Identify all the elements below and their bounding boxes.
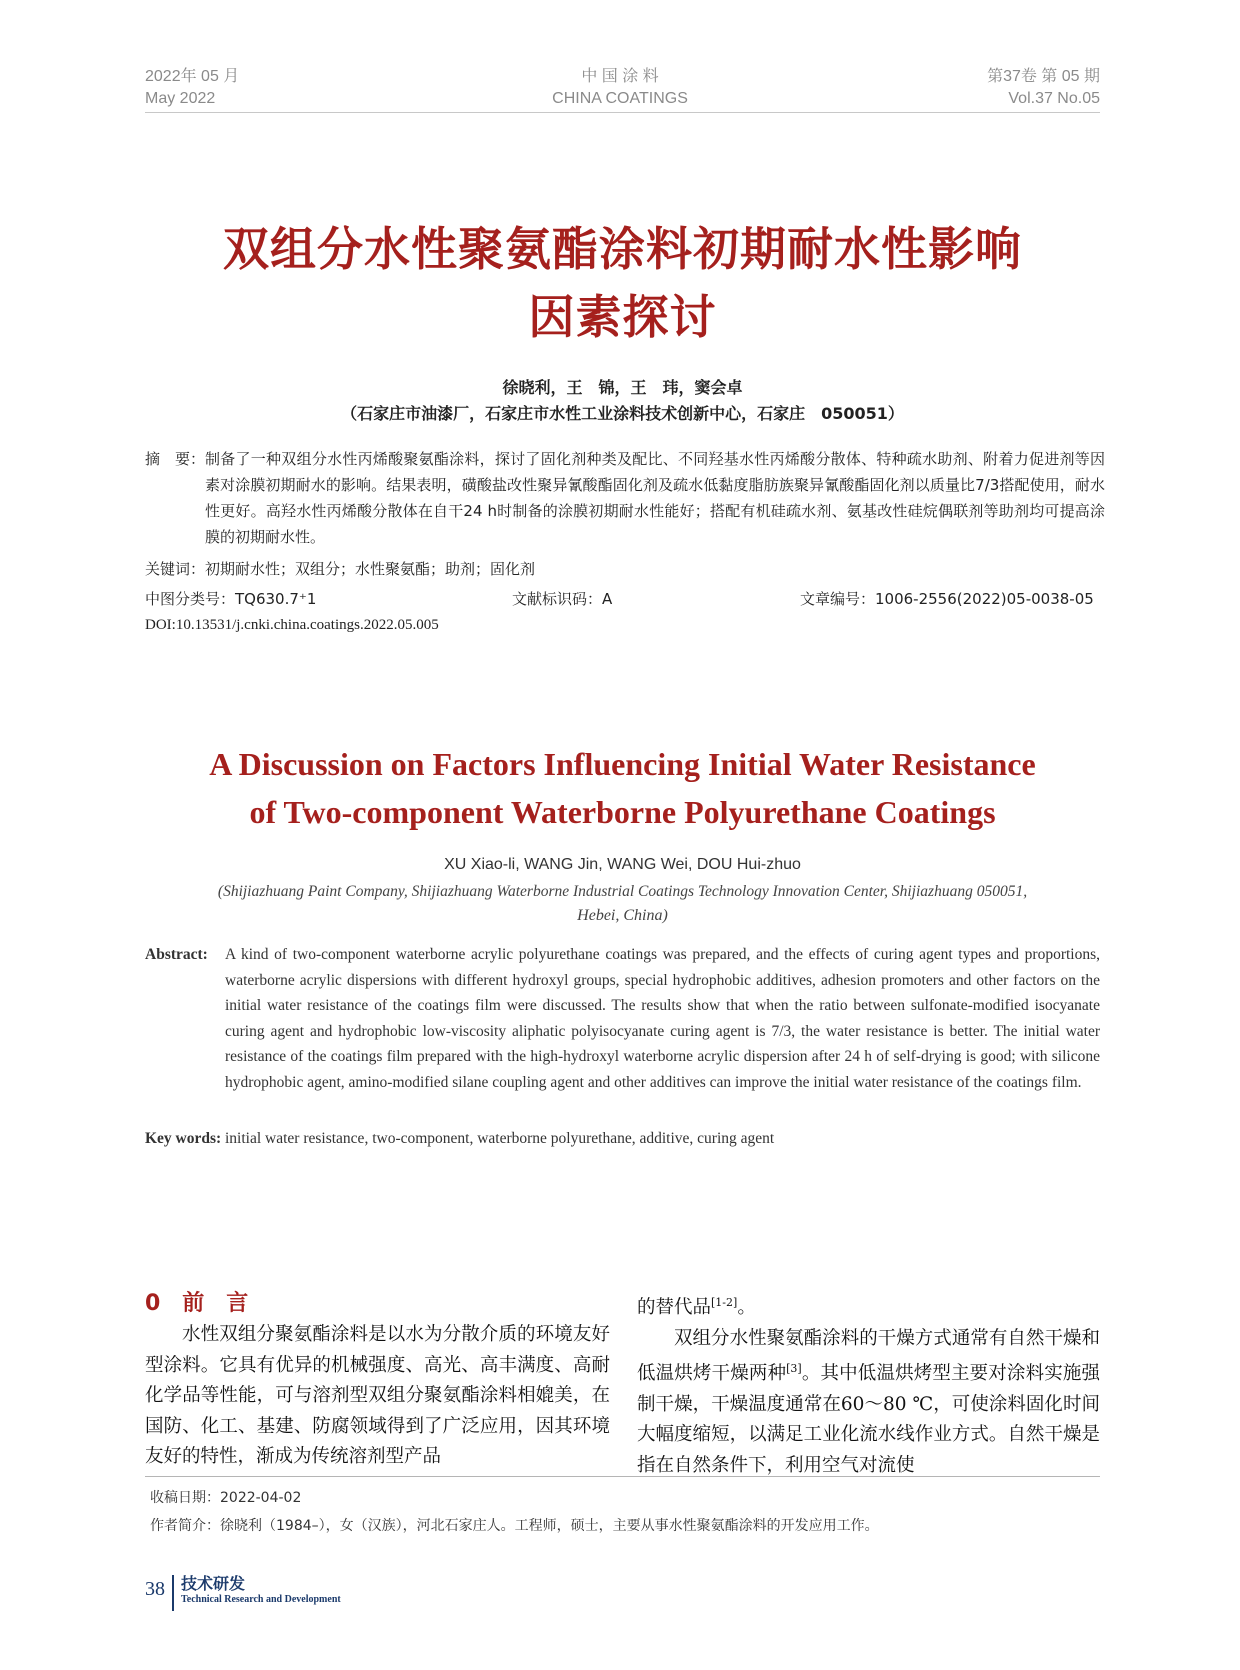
section-right-column xyxy=(637,1288,1100,1481)
citation-3: [3] xyxy=(786,1362,802,1376)
affiliation-en-line1: (Shijiazhuang Paint Company, Shijiazhuang Waterborne Industrial Coatings Technology Innovation Center, Shijiazhuang 050051, xyxy=(217,883,1028,900)
right-para1-end: 。 xyxy=(737,1297,756,1319)
abstract-cn-label: 摘 要： xyxy=(145,450,206,468)
section-right-para2 xyxy=(637,1324,1100,1482)
abstract-en xyxy=(145,942,1100,1096)
footnote-rule xyxy=(145,1476,1100,1477)
abstract-cn xyxy=(145,446,1105,550)
right-para2-text-a: 双组分水性聚氨酯涂料的干燥方式通常有自然干燥和低温烘烤干燥两种 xyxy=(637,1327,1100,1385)
affiliation-cn: （石家庄市油漆厂，石家庄市水性工业涂料技术创新中心，石家庄 050051） xyxy=(341,404,904,423)
section-left-paragraph: 水性双组分聚氨酯涂料是以水为分散介质的环境友好型涂料。它具有优异的机械强度、高光、高丰满度、高耐化学品等性能，可与溶剂型双组分聚氨酯涂料相媲美，在国防、化工、基建、防腐领域得到了广泛应用，因其环境友好的特性，渐成为传统溶剂型产品 xyxy=(145,1324,610,1467)
header-journal xyxy=(470,66,770,110)
right-para1-text: 的替代品 xyxy=(637,1297,712,1319)
section-heading: 0 前 言 xyxy=(145,1291,249,1316)
title-cn-line1: 双组分水性聚氨酯涂料初期耐水性影响 xyxy=(223,222,1022,276)
header-journal-en: CHINA COATINGS xyxy=(552,90,688,107)
header-volume-en: Vol.37 No.05 xyxy=(1008,90,1100,107)
doi: DOI:10.13531/j.cnki.china.coatings.2022.05.005 xyxy=(145,617,439,633)
received-date: 收稿日期：2022-04-02 xyxy=(150,1490,302,1506)
title-cn-line2: 因素探讨 xyxy=(528,290,717,344)
title-cn xyxy=(145,215,1100,351)
header-volume-cn: 第37卷 第 05 期 xyxy=(987,68,1100,85)
affiliation-en-line2: Hebei, China) xyxy=(577,907,668,924)
keywords-en-text: initial water resistance, two-component, waterborne polyurethane, additive, curing agent xyxy=(225,1130,775,1147)
header-date-cn: 2022年 05 月 xyxy=(145,68,240,85)
abstract-en-text: A kind of two-component waterborne acrylic polyurethane coatings was prepared, and the effects of curing agent types and proportions, waterborne acrylic dispersions with different hydroxyl groups, special hydrophobic additives, adhesion promoters and other factors on the initial water resistance of the coatings film were discussed. The results show that when the ratio between sulfonate-modified isocyanate curing agent and hydrophobic low-viscosity aliphatic polyisocyanate curing agent is 7/3, the water resistance is better. The initial water resistance of the coatings film prepared with the high-hydroxyl waterborne acrylic dispersion after 24 h of self-drying is good; with silicone hydrophobic agent, amino-modified silane coupling agent and other additives can improve the initial water resistance of the coatings film. xyxy=(225,946,1100,1091)
article-number: 文章编号：1006-2556(2022)05-0038-05 xyxy=(800,590,1094,608)
right-para2-text-b: 。其中低温烘烤型主要对涂料实施强制干燥，干燥温度通常在60～80 ℃，可使涂料固化时间大幅度缩短，以满足工业化流水线作业方式。自然干燥是指在自然条件下，利用空气对流使 xyxy=(637,1363,1100,1476)
footer-bar xyxy=(172,1575,174,1611)
authors-en: XU Xiao-li, WANG Jin, WANG Wei, DOU Hui-zhuo xyxy=(444,856,801,873)
header-journal-cn: 中 国 涂 料 xyxy=(581,68,659,85)
footer-section-en: Technical Research and Development xyxy=(181,1594,341,1605)
header-volume xyxy=(987,66,1100,110)
citation-1-2: [1-2] xyxy=(711,1296,738,1309)
author-bio: 作者简介：徐晓利（1984–），女（汉族），河北石家庄人。工程师，硕士，主要从事水性聚氨酯涂料的开发应用工作。 xyxy=(150,1518,879,1534)
header-rule xyxy=(145,112,1100,113)
classification-number: 中图分类号：TQ630.7⁺1 xyxy=(145,590,317,608)
keywords-cn: 关键词：初期耐水性；双组分；水性聚氨酯；助剂；固化剂 xyxy=(145,560,536,578)
footer-section-cn: 技术研发 xyxy=(181,1574,246,1593)
affiliation-en xyxy=(145,880,1100,928)
abstract-en-label: Abstract: xyxy=(145,946,208,963)
authors-cn: 徐晓利，王 锦，王 玮，窦会卓 xyxy=(502,378,743,397)
document-code: 文献标识码：A xyxy=(512,590,613,608)
title-en-line2: of Two-component Waterborne Polyurethane Coatings xyxy=(249,794,996,830)
section-right-para1 xyxy=(637,1288,1100,1324)
abstract-cn-text: 制备了一种双组分水性丙烯酸聚氨酯涂料，探讨了固化剂种类及配比、不同羟基水性丙烯酸分散体、特种疏水助剂、附着力促进剂等因素对涂膜初期耐水的影响。结果表明，磺酸盐改性聚异氰酸酯固化剂及疏水低黏度脂肪族聚异氰酸酯固化剂以质量比7/3搭配使用，耐水性更好。高羟水性丙烯酸分散体在自干24 h时制备的涂膜初期耐水性能好；搭配有机硅疏水剂、氨基改性硅烷偶联剂等助剂均可提高涂膜的初期耐水性。 xyxy=(205,450,1105,546)
header-date-en: May 2022 xyxy=(145,90,216,107)
keywords-en xyxy=(145,1126,1100,1152)
page-number: 38 xyxy=(145,1578,165,1600)
keywords-en-label: Key words: xyxy=(145,1130,222,1147)
title-en-line1: A Discussion on Factors Influencing Initial Water Resistance xyxy=(209,746,1036,782)
footer-section xyxy=(181,1574,341,1605)
header-date xyxy=(145,66,239,110)
title-en xyxy=(145,740,1100,836)
